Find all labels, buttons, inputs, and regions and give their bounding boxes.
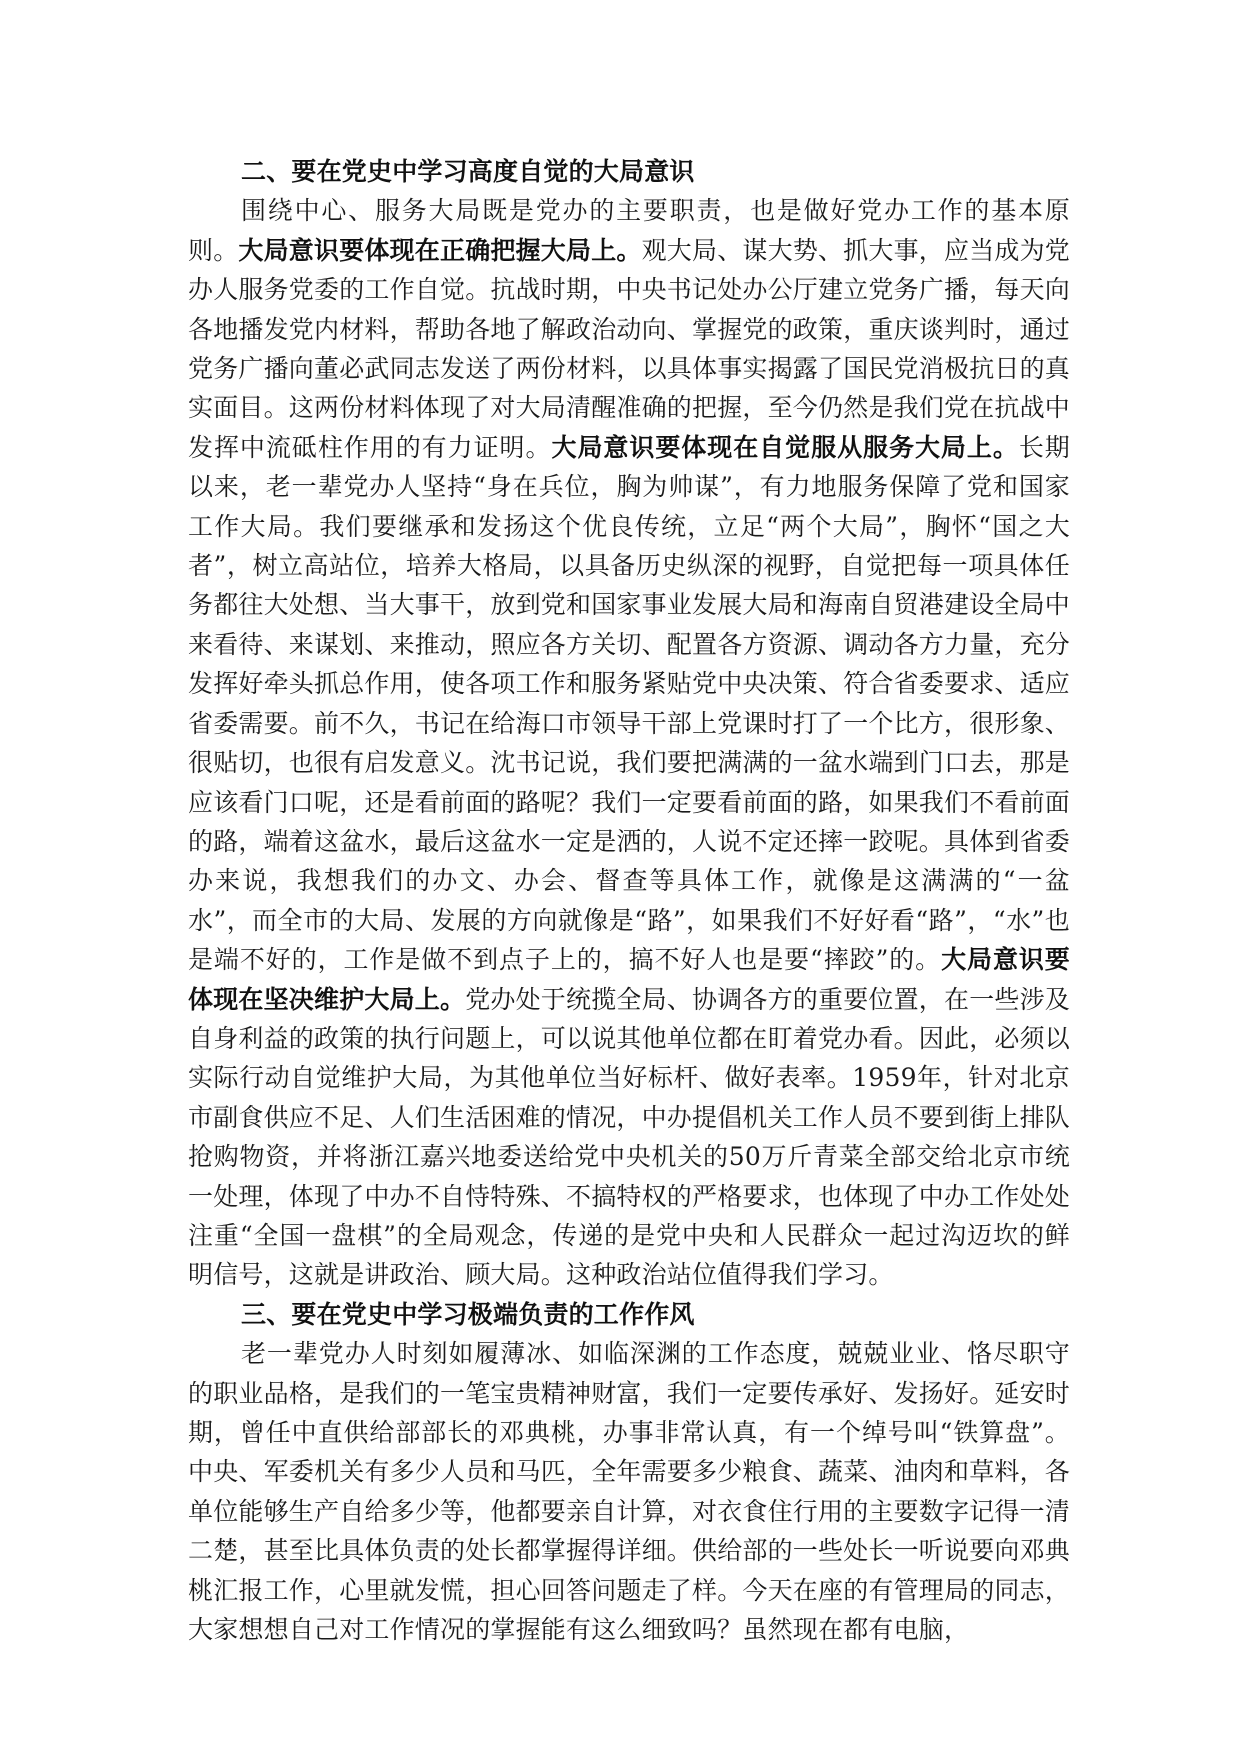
bold-lead-3: 大局意识要体现在坚决维护大局上。 [188,945,1070,1014]
section-2-paragraph [188,191,1070,1294]
section-3-heading: 三、要在党史中学习极端负责的工作作风 [241,1299,695,1329]
paragraph-text-3: 党办处于统揽全局、协调各方的重要位置，在一些涉及自身利益的政策的执行问题上，可以说其他单位都在盯着党办看。因此，必须以实际行动自觉维护大局，为其他单位当好标杆、做好表率。1959年，针对北京市副食供应不足、人们生活困难的情况，中办提倡机关工作人员不要到街上排队抢购物资，并将浙江嘉兴地委送给党中央机关的50万斤青菜全部交给北京市统一处理，体现了中办不自恃特殊、不搞特权的严格要求，也体现了中办工作处处注重“全国一盘棋”的全局观念，传递的是党中央和人民群众一起过沟迈坎的鲜明信号，这就是讲政治、顾大局。这种政治站位值得我们学习。 [188,984,1071,1290]
document-page [188,152,1070,1649]
section-2-heading: 二、要在党史中学习高度自觉的大局意识 [241,157,695,186]
paragraph-intro: 围绕中心、服务大局既是党办的主要职责，也是做好党办工作的基本原则。 [188,196,1070,265]
paragraph-text-2: 长期以来，老一辈党办人坚持“身在兵位，胸为帅谋”，有力地服务保障了党和国家工作大局。我们要继承和发扬这个优良传统，立足“两个大局”，胸怀“国之大者”，树立高站位，培养大格局，以具备历史纵深的视野，自觉把每一项具体任务都往大处想、当大事干，放到党和国家事业发展大局和海南自贸港建设全局中来看待、来谋划、来推动，照应各方关切、配置各方资源、调动各方力量，充分发挥好牵头抓总作用，使各项工作和服务紧贴党中央决策、符合省委要求、适应省委需要。前不久，书记在给海口市领导干部上党课时打了一个比方，很形象、很贴切，也很有启发意义。沈书记说，我们要把满满的一盆水端到门口去，那是应该看门口呢，还是看前面的路呢？我们一定要看前面的路，如果我们不看前面的路，端着这盆水，最后这盆水一定是洒的，人说不定还摔一跤呢。具体到省委办来说，我想我们的办文、办会、督查等具体工作，就像是这满满的“一盆水”，而全市的大局、发展的方向就像是“路”，如果我们不好好看“路”，“水”也是端不好的，工作是做不到点子上的，搞不好人也是要“摔跤”的。 [188,432,1071,975]
bold-lead-1: 大局意识要体现在正确把握大局上。 [238,235,642,265]
paragraph-text-1: 观大局、谋大势、抓大事，应当成为党办人服务党委的工作自觉。抗战时期，中央书记处办公厅建立党务广播，每天向各地播发党内材料，帮助各地了解政治动向、掌握党的政策，重庆谈判时，通过党务广播向董必武同志发送了两份材料，以具体事实揭露了国民党消极抗日的真实面目。这两份材料体现了对大局清醒准确的把握，至今仍然是我们党在抗战中发挥中流砥柱作用的有力证明。 [188,235,1071,462]
bold-lead-2: 大局意识要体现在自觉服从服务大局上。 [551,432,1019,462]
section-3-paragraph: 老一辈党办人时刻如履薄冰、如临深渊的工作态度，兢兢业业、恪尽职守的职业品格，是我们的一笔宝贵精神财富，我们一定要传承好、发扬好。延安时期，曾任中直供给部部长的邓典桃，办事非常认真，有一个绰号叫“铁算盘”。中央、军委机关有多少人员和马匹，全年需要多少粮食、蔬菜、油肉和草料，各单位能够生产自给多少等，他都要亲自计算，对衣食住行用的主要数字记得一清二楚，甚至比具体负责的处长都掌握得详细。供给部的一些处长一听说要向邓典桃汇报工作，心里就发慌，担心回答问题走了样。今天在座的有管理局的同志，大家想想自己对工作情况的掌握能有这么细致吗？虽然现在都有电脑， [188,1339,1071,1645]
